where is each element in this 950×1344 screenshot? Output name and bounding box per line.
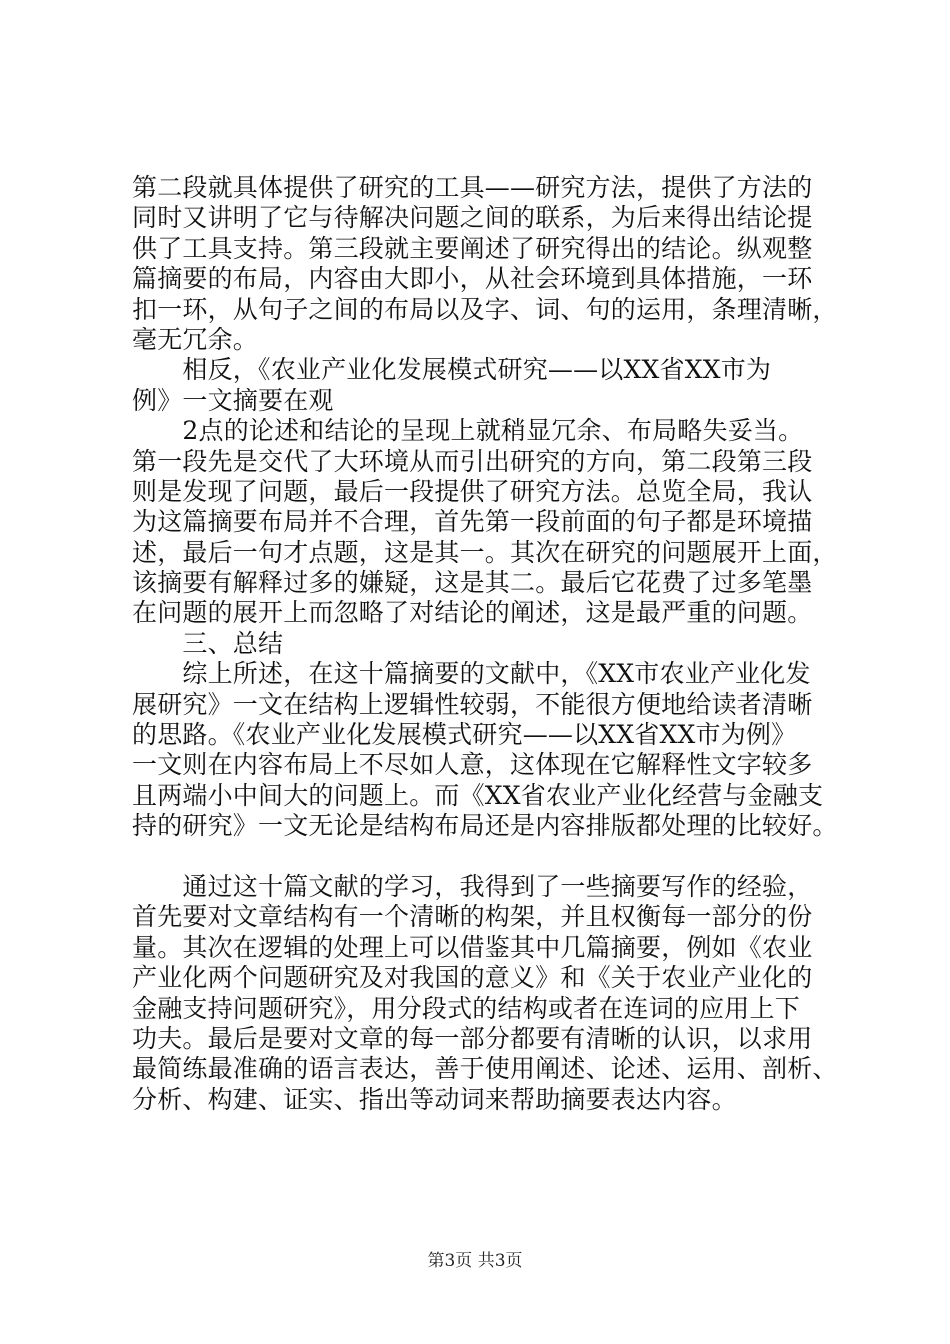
text-line: 第一段先是交代了大环境从而引出研究的方向，第二段第三段: [132, 446, 813, 476]
text-line: 且两端小中间大的问题上。而《XX省农业产业化经营与金融支: [132, 780, 824, 810]
text-line: 述，最后一句才点题，这是其一。其次在研究的问题展开上面，: [132, 537, 838, 567]
text-line: 首先要对文章结构有一个清晰的构架，并且权衡每一部分的份: [132, 902, 813, 932]
text-line: 的思路。《农业产业化发展模式研究——以XX省XX市为例》: [132, 720, 797, 750]
text-line: 最简练最准确的语言表达，善于使用阐述、论述、运用、剖析、: [132, 1054, 838, 1084]
text-line: 同时又讲明了它与待解决问题之间的联系，为后来得出结论提: [132, 203, 813, 233]
text-line: 分析、构建、证实、指出等动词来帮助摘要表达内容。: [132, 1084, 737, 1114]
section-heading: 三、总结: [132, 628, 284, 658]
text-line: 金融支持问题研究》，用分段式的结构或者在连词的应用上下: [132, 993, 800, 1023]
document-body: [132, 173, 838, 1115]
text-line: 第二段就具体提供了研究的工具——研究方法，提供了方法的: [132, 173, 813, 202]
text-line: 则是发现了问题，最后一段提供了研究方法。总览全局，我认: [132, 476, 813, 506]
paragraph-gap: [132, 842, 832, 872]
text-line: 功夫。最后是要对文章的每一部分都要有清晰的认识，以求用: [132, 1023, 813, 1053]
text-line: 该摘要有解释过多的嫌疑，这是其二。最后它花费了过多笔墨: [132, 568, 813, 598]
text-line: 综上所述，在这十篇摘要的文献中，《XX市农业产业化发: [132, 659, 811, 689]
text-line: 例》一文摘要在观: [132, 385, 334, 415]
text-line: 在问题的展开上而忽略了对结论的阐述，这是最严重的问题。: [132, 598, 813, 628]
text-line: 2点的论述和结论的呈现上就稍显冗余、布局略失妥当。: [132, 416, 804, 446]
text-line: 一文则在内容布局上不尽如人意，这体现在它解释性文字较多: [132, 750, 813, 780]
page-footer: [0, 1246, 950, 1271]
page-number-label: 第3页 共3页: [427, 1251, 523, 1271]
text-line: 相反，《农业产业化发展模式研究——以XX省XX市为: [132, 355, 772, 385]
text-line: 持的研究》一文无论是结构布局还是内容排版都处理的比较好。: [132, 811, 838, 841]
text-line: 量。其次在逻辑的处理上可以借鉴其中几篇摘要，例如《农业: [132, 932, 813, 962]
text-line: 产业化两个问题研究及对我国的意义》和《关于农业产业化的: [132, 963, 813, 993]
text-line: 扣一环，从句子之间的布局以及字、词、句的运用，条理清晰，: [132, 294, 838, 324]
text-line: 展研究》一文在结构上逻辑性较弱，不能很方便地给读者清晰: [132, 689, 813, 719]
text-line: 篇摘要的布局，内容由大即小，从社会环境到具体措施，一环: [132, 264, 813, 294]
text-line: 通过这十篇文献的学习，我得到了一些摘要写作的经验，: [132, 871, 813, 901]
text-line: 供了工具支持。第三段就主要阐述了研究得出的结论。纵观整: [132, 233, 813, 263]
text-line: 为这篇摘要布局并不合理，首先第一段前面的句子都是环境描: [132, 507, 813, 537]
text-line: 毫无冗余。: [132, 324, 259, 354]
